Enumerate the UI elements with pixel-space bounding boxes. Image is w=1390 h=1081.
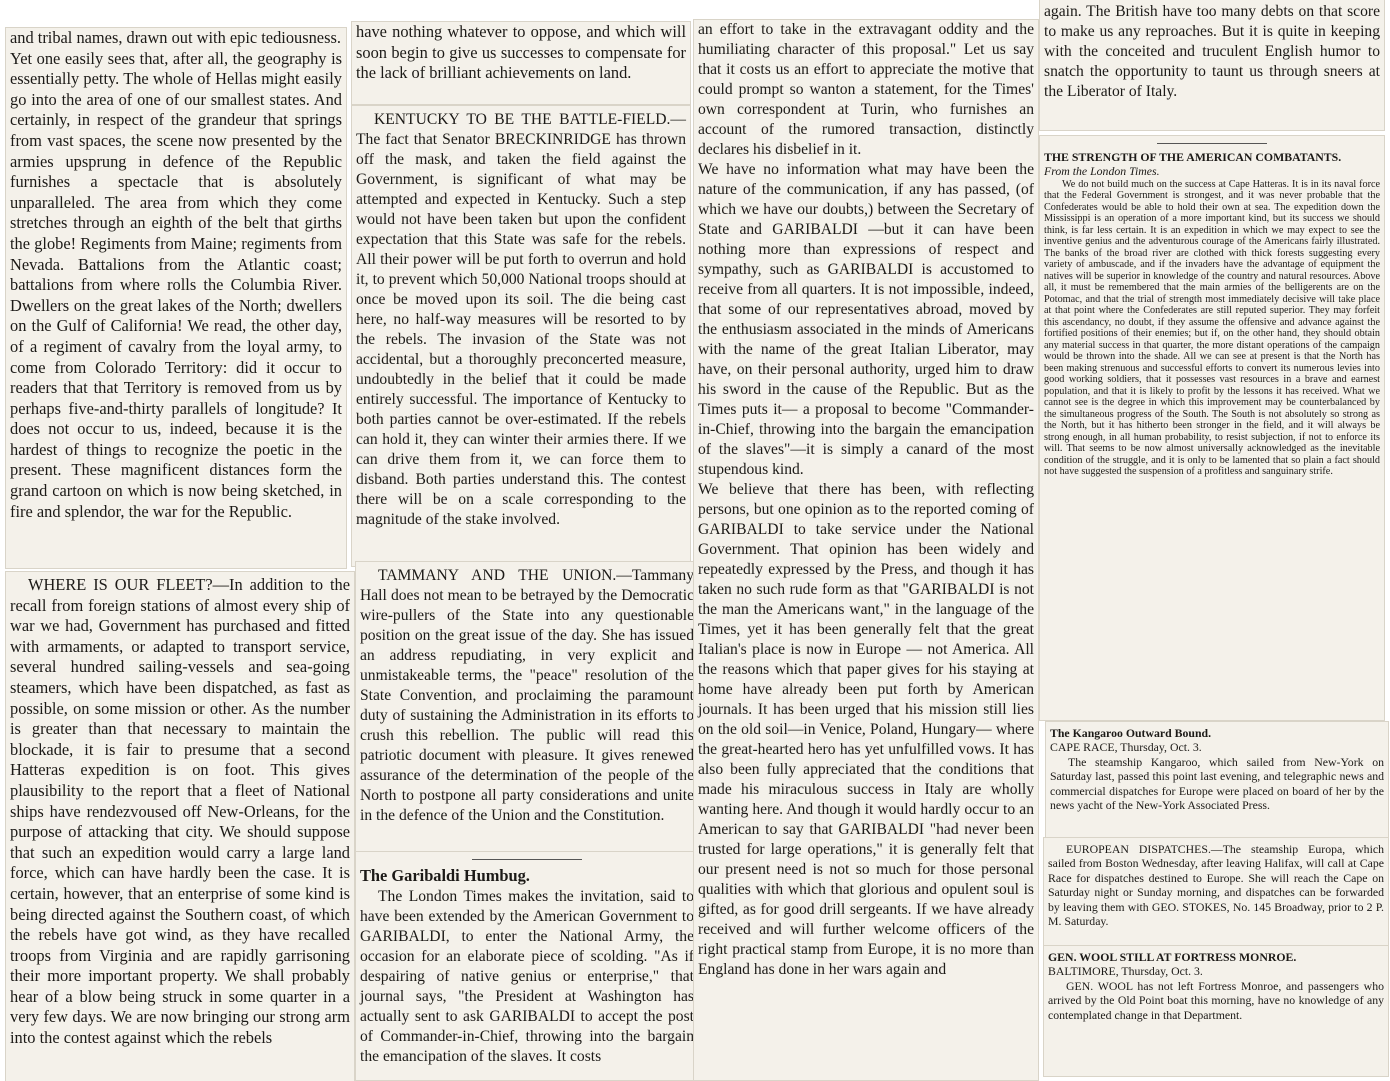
article-text: The steamship Kangaroo, which sailed from New-York on Saturday last, passed this point last evening, and telegraphic news and commercial dispatches for Europe were placed on board of her by the news yacht of the New-York Associated Press. (1050, 754, 1384, 813)
article-dateline: CAPE RACE, Thursday, Oct. 3. (1050, 740, 1202, 755)
divider (1157, 143, 1267, 144)
article-source: From the London Times. (1044, 164, 1160, 179)
article-text: GEN. WOOL has not left Fortress Monroe, and passengers who arrived by the Old Point boat this morning, have no knowledge of any contemplated change in that Department. (1048, 978, 1384, 1022)
article-kentucky-battlefield-clipping (352, 106, 690, 566)
article-european-dispatches-clipping (1044, 838, 1388, 946)
article-text: have nothing whatever to oppose, and which will soon begin to give us successes to compensate for the lack of brilliant achievements on land. (356, 22, 686, 83)
article-text: EUROPEAN DISPATCHES.—The steamship Europa, which sailed from Boston Wednesday, after leaving Halifax, will call at Cape Race for dispatches destined to Europe. She will reach the Cape on Saturday night or Sunday morning, and dispatches can be forwarded by leaving them with GEO. STOKES, No. 145 Broadway, prior to 2 P. M. Saturday. (1048, 842, 1384, 929)
divider (472, 859, 582, 860)
article-text: We do not build much on the success at Cape Hatteras. It is in its naval force that the Federal Government is strongest, and it was never probable that the Confederates would be able to hold their own at sea. The expedition down the Mississippi is an operation of a more important kind, but its success we should think, is far less certain. It is an expedition in which we may expect to see the inventive genius and the adventurous courage of the Americans fairly illustrated. The banks of the broad river are clothed with thick forests suggesting every variety of ambuscade, and if the invaders have the advantage of equipment the natives will be superior in knowledge of the country and natural resources. Above all, it must be remembered that the main armies of the belligerents are on the Potomac, and that the trial of strength most immediately decisive will take place at that point where the Confederates are still reputed superior. They may forfeit this ascendancy, no doubt, if they assume the offensive and advance against the fortified positions of their enemies; but if, on the other hand, they should obtain any material success in that quarter, the more distant operations of the campaign would be thrown into the shade. All we can see at present is that the North has been making strenuous and successful efforts to convert its numerous levies into good working soldiers, that it possesses vast resources in a brave and earnest population, and that it is likely to profit by the lessons it has received. What we cannot see is the degree in which this improvement may be counterbalanced by the simultaneous progress of the South. The South is not absolutely so strong as the North, but it has hitherto been stronger in the field, and it will always be strong enough, in all human probability, to resist subjection, if not to enforce its will. That seems to be now almost universally acknowledged as the inevitable condition of the struggle, and it is only to be lamented that so plain a fact should not have suggested the suspension of a profitless and sanguinary strife. (1044, 178, 1380, 478)
article-where-is-our-fleet-clipping (6, 572, 354, 1081)
article-strength-of-combatants-clipping (1040, 136, 1384, 720)
article-tammany-union-clipping (356, 562, 698, 852)
article-kangaroo-outward-bound-clipping (1046, 722, 1388, 838)
article-gen-wool-clipping (1044, 946, 1388, 1076)
article-garibaldi-end-clipping (1040, 0, 1384, 130)
article-garibaldi-continuation-clipping (694, 20, 1038, 1080)
article-text: an effort to take in the extravagant oddity and the humiliating character of this proposal." Let us say that it costs us an effort to appreciate the motive that could prompt so wanton a statement, for the Times' own correspondent at Turin, who furnishes an account of the rumored transaction, distinctly declares his disbelief in it. We have no information what may have been the nature of the communication, if any has passed, (of which we have our doubts,) between the Secretary of State and GARIBALDI —but it can have been nothing more than expressions of respect and sympathy, such as GARIBALDI is accustomed to receive from all quarters. It is not impossible, indeed, that some of our representatives abroad, moved by the enthusiasm associated in the minds of Americans with the name of the great Italian Liberator, may have, on their personal authority, urged him to draw his sword in the cause of the Republic. But as the Times puts it— a proposal to become "Commander-in-Chief, throwing into the bargain the emancipation of the slaves"—it is simply a canard of the most stupendous kind. We believe that there has been, with reflecting persons, but one opinion as to the reported coming of GARIBALDI to take service under the National Government. That opinion has been widely and repeatedly expressed by the Press, and though it has taken no such rude form as that "GARIBALDI is not the man the Americans want," in the language of the Times, yet it has been generally felt that the great Italian's place is now in Europe — not America. All the reasons which that paper gives for his staying at home have already been put forth by American journals. It has been urged that his mission still lies on the old soil—in Venice, Poland, Hungary— where the great-hearted hero has yet unfulfilled vows. It has also been fully appreciated that the conditions that made his miraculous success in Italy are wholly wanting here. And though it would hardly occur to an American to say that GARIBALDI "had never been trusted for large operations," it is generally felt that our present need is not so much for those personal qualities with which that glorious and opulent soul is gifted, as for good drill sergeants. If we have already received and will further welcome officers of the right practical stamp from Europe, it is no more than England has done in her wars again and (698, 21, 1034, 978)
article-heading: The Garibaldi Humbug. (360, 866, 530, 885)
article-heading: GEN. WOOL STILL AT FORTRESS MONROE. (1048, 950, 1297, 964)
article-text: TAMMANY AND THE UNION.—Tammany Hall does not mean to be betrayed by the Democratic wire-pullers of the State into any questionable position on the great issue of the day. She has issued an address repudiating, in very explicit and unmistakeable terms, the "peace" resolution of the State Convention, and proclaiming the paramount duty of sustaining the Administration in its efforts to crush this rebellion. The public will read this patriotic document with pleasure. It gives renewed assurance of the determination of the people of the North to postpone all party considerations and unite in the defence of the Union and the Constitution. (360, 567, 694, 824)
article-text: again. The British have too many debts on that score to make us any reproaches. But it is quite in keeping with the conceited and truculent English humor to snatch the opportunity to taunt us through sneers at the Liberator of Italy. (1044, 3, 1380, 100)
article-text: and tribal names, drawn out with epic tediousness. Yet one easily sees that, after all, the geography is essentially petty. The whole of Hellas might easily go into the area of one of our smallest states. And certainly, in respect of the grandeur that springs from vast spaces, the scene now presented by the armies upsprung in defence of the Republic furnishes a spectacle that is absolutely unparalleled. The area from which they come stretches through an eighth of the belt that girths the globe! Regiments from Maine; regiments from Nevada. Battalions from the Atlantic coast; battalions from where rolls the Columbia River. Dwellers on the great lakes of the North; dwellers on the Gulf of California! We read, the other day, of a regiment of cavalry from the loyal army, to come from Colorado Territory: did it occur to readers that that Territory is removed from us by perhaps five-and-thirty parallels of longitude? It does not occur to us, indeed, because it is the hardest of things to recognize the poetic in the present. These magnificent distances form the grand cartoon on which is now being sketched, in fire and splendor, the war for the Republic. (10, 28, 342, 521)
article-dateline: BALTIMORE, Thursday, Oct. 3. (1048, 964, 1203, 979)
article-fleet-continuation-clipping (352, 22, 690, 104)
article-heading: THE STRENGTH OF THE AMERICAN COMBATANTS. (1044, 150, 1342, 164)
article-garibaldi-humbug-clipping (356, 852, 698, 1080)
article-text: The London Times makes the invitation, said to have been extended by the American Government to GARIBALDI, to enter the National Army, the occasion for an elaborate piece of scolding. "As if despairing of native genius or enterprise," that journal says, "the President at Washington has actually sent to ask GARIBALDI to accept the post of Commander-in-Chief, throwing into the bargain the emancipation of the slaves. It costs (360, 887, 694, 1065)
article-text: WHERE IS OUR FLEET?—In addition to the recall from foreign stations of almost every ship of war we had, Government has purchased and fitted with armaments, or adapted to transport service, several hundred sailing-vessels and sea-going steamers, which have been dispatched, as fast as possible, on some mission or other. As the number is greater than that necessary to maintain the blockade, it is fair to presume that a second Hatteras expedition is on foot. This gives plausibility to the report that a fleet of National ships have rendezvoused off New-Orleans, for the purpose of attacking that city. We should suppose that such an expedition would carry a large land force, which can have hardly been the case. It is certain, however, that an enterprise of some kind is being directed against the Southern coast, of which the rebels have got wind, as they have recalled troops from Virginia and are rapidly garrisoning their more important property. We shall probably hear of a blow being struck in some quarter in a very few days. We are now bringing our strong arm into the contest against which the rebels (10, 575, 350, 1048)
article-text: KENTUCKY TO BE THE BATTLE-FIELD.—The fact that Senator BRECKINRIDGE has thrown off the mask, and taken the field against the Government, is significant of what may be attempted and expected in Kentucky. Such a step would not have been taken but upon the confident expectation that this State was safe for the rebels. All their power will be put forth to overrun and hold it, to prevent which 50,000 National troops should at once be moved upon its soil. The die being cast here, no half-way measures will be resorted to by the rebels. The invasion of the State was not accidental, but a thoroughly preconcerted measure, undoubtedly in the belief that it could be made entirely successful. The importance of Kentucky to both parties cannot be over-estimated. If the rebels can hold it, they can winter their armies there. If we can drive them from it, we can force them to disband. Both parties understand this. The contest there will be on a scale corresponding to the magnitude of the stake involved. (356, 111, 686, 528)
article-heading: The Kangaroo Outward Bound. (1050, 726, 1212, 740)
article-hellas-clipping (6, 28, 346, 568)
